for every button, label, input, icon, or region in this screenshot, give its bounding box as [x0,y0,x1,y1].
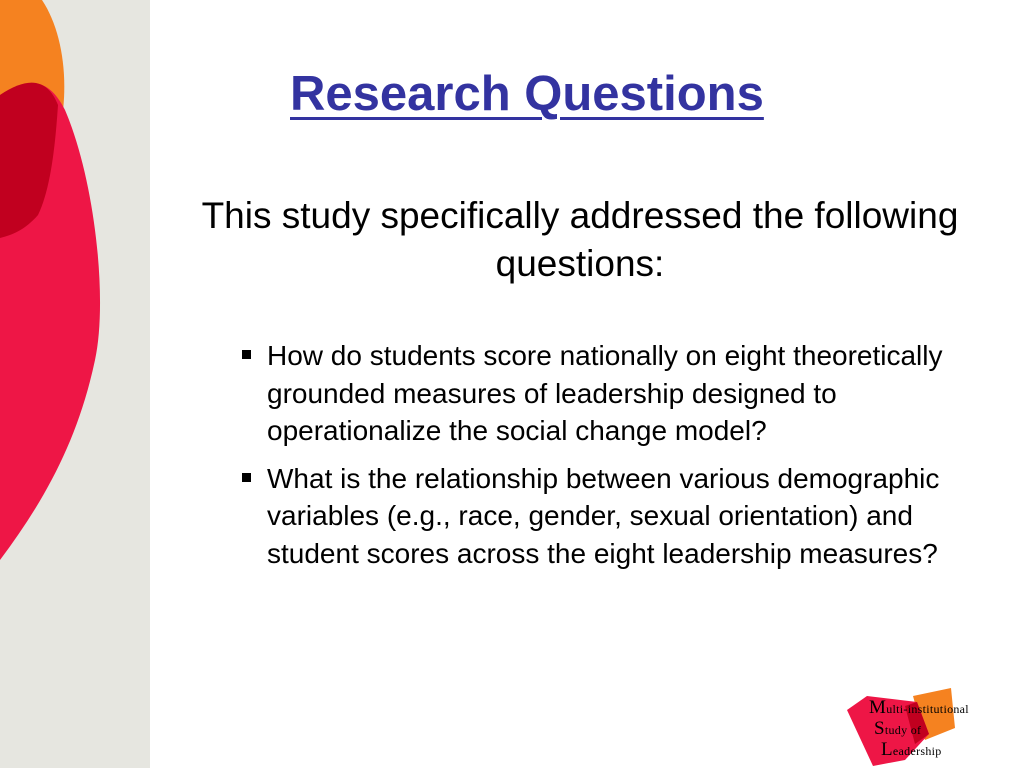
slide-title: Research Questions [290,67,764,121]
slide-subtitle: This study specifically addressed the following questions: [201,195,959,284]
logo-line-1: Multi-institutional [869,697,969,718]
bullet-text: How do students score nationally on eight theoretically grounded measures of leadership designed to operationalize the social change model? [267,340,943,446]
bullet-item [240,460,990,573]
logo-line-3: Leadership [881,739,942,760]
msl-logo [845,688,1024,768]
square-bullet-icon [242,473,251,482]
bullet-text: What is the relationship between various demographic variables (e.g., race, gender, sexual orientation) and student scores across the eight leadership measures? [267,462,940,569]
bullet-item [240,337,990,450]
bullet-list [240,337,990,582]
logo-wordmark [869,698,969,761]
sidebar-swoosh-graphic [0,0,150,768]
logo-line-2: Study of [874,718,922,739]
decorative-sidebar [0,0,150,768]
square-bullet-icon [242,350,251,359]
